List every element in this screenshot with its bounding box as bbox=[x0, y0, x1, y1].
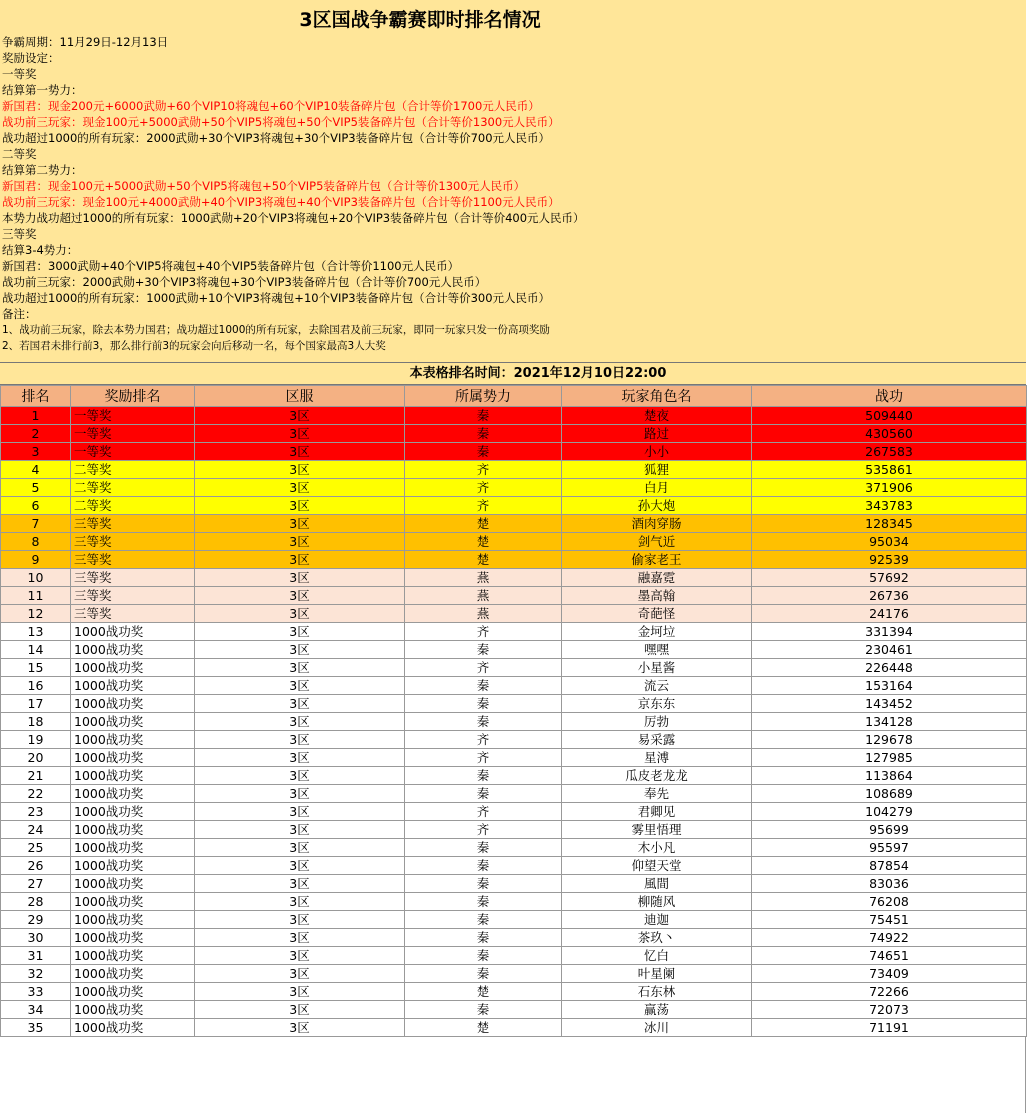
cell-server[interactable]: 3区 bbox=[195, 857, 405, 875]
cell-player-name[interactable]: 茶玖丶 bbox=[562, 929, 752, 947]
cell-merit[interactable]: 430560 bbox=[752, 425, 1027, 443]
table-row bbox=[1, 731, 1027, 749]
cell-server[interactable]: 3区 bbox=[195, 947, 405, 965]
cell-rank[interactable]: 13 bbox=[1, 623, 71, 641]
cell-server[interactable]: 3区 bbox=[195, 1001, 405, 1019]
notice-line: 二等奖 bbox=[2, 147, 37, 161]
cell-faction[interactable]: 燕 bbox=[405, 605, 562, 623]
cell-merit[interactable]: 24176 bbox=[752, 605, 1027, 623]
cell-award[interactable]: 三等奖 bbox=[71, 605, 195, 623]
cell-rank[interactable]: 32 bbox=[1, 965, 71, 983]
table-row bbox=[1, 767, 1027, 785]
table-row bbox=[1, 965, 1027, 983]
cell-rank[interactable]: 17 bbox=[1, 695, 71, 713]
cell-faction[interactable]: 齐 bbox=[405, 821, 562, 839]
cell-award[interactable]: 1000战功奖 bbox=[71, 767, 195, 785]
cell-player-name[interactable]: 星溥 bbox=[562, 749, 752, 767]
cell-faction[interactable]: 燕 bbox=[405, 587, 562, 605]
cell-award[interactable]: 二等奖 bbox=[71, 479, 195, 497]
table-row bbox=[1, 785, 1027, 803]
cell-server[interactable]: 3区 bbox=[195, 875, 405, 893]
notice-line: 结算第二势力： bbox=[2, 163, 83, 177]
cell-award[interactable]: 1000战功奖 bbox=[71, 785, 195, 803]
cell-rank[interactable]: 1 bbox=[1, 407, 71, 425]
cell-server[interactable]: 3区 bbox=[195, 569, 405, 587]
cell-award[interactable]: 1000战功奖 bbox=[71, 857, 195, 875]
cell-award[interactable]: 1000战功奖 bbox=[71, 1019, 195, 1037]
cell-faction[interactable]: 秦 bbox=[405, 767, 562, 785]
cell-server[interactable]: 3区 bbox=[195, 965, 405, 983]
cell-player-name[interactable]: 叶星阑 bbox=[562, 965, 752, 983]
cell-rank[interactable]: 27 bbox=[1, 875, 71, 893]
notice-line: 2、若国君未排行前3，那么排行前3的玩家会向后移动一名，每个国家最高3人大奖 bbox=[2, 340, 386, 352]
cell-player-name[interactable]: 偷家老王 bbox=[562, 551, 752, 569]
cell-player-name[interactable]: 白月 bbox=[562, 479, 752, 497]
table-row bbox=[1, 893, 1027, 911]
column-header-faction[interactable]: 所属势力 bbox=[405, 386, 562, 407]
notice-line: 新国君：现金100元+5000武勋+50个VIP5将魂包+50个VIP5装备碎片包（合计等价1300元人民币） bbox=[2, 179, 526, 193]
cell-award[interactable]: 1000战功奖 bbox=[71, 677, 195, 695]
table-row bbox=[1, 947, 1027, 965]
table-row bbox=[1, 803, 1027, 821]
table-row bbox=[1, 695, 1027, 713]
notice-line: 战功前三玩家：现金100元+4000武勋+40个VIP3将魂包+40个VIP3装备碎片包（合计等价1100元人民币） bbox=[2, 195, 560, 209]
cell-rank[interactable]: 12 bbox=[1, 605, 71, 623]
cell-merit[interactable]: 104279 bbox=[752, 803, 1027, 821]
cell-player-name[interactable]: 嘿嘿 bbox=[562, 641, 752, 659]
cell-rank[interactable]: 35 bbox=[1, 1019, 71, 1037]
page-title: 3区国战争霸赛即时排名情况 bbox=[299, 9, 541, 31]
column-header-server[interactable]: 区服 bbox=[195, 386, 405, 407]
cell-player-name[interactable]: 雾里悟理 bbox=[562, 821, 752, 839]
cell-award[interactable]: 一等奖 bbox=[71, 425, 195, 443]
cell-award[interactable]: 一等奖 bbox=[71, 407, 195, 425]
cell-player-name[interactable]: 木小凡 bbox=[562, 839, 752, 857]
cell-rank[interactable]: 24 bbox=[1, 821, 71, 839]
cell-rank[interactable]: 6 bbox=[1, 497, 71, 515]
cell-rank[interactable]: 4 bbox=[1, 461, 71, 479]
cell-faction[interactable]: 秦 bbox=[405, 713, 562, 731]
cell-award[interactable]: 二等奖 bbox=[71, 497, 195, 515]
cell-server[interactable]: 3区 bbox=[195, 479, 405, 497]
table-header-row bbox=[1, 386, 1027, 407]
notice-block bbox=[0, 0, 1026, 363]
table-row bbox=[1, 857, 1027, 875]
cell-faction[interactable]: 燕 bbox=[405, 569, 562, 587]
cell-award[interactable]: 1000战功奖 bbox=[71, 929, 195, 947]
cell-faction[interactable]: 齐 bbox=[405, 461, 562, 479]
cell-merit[interactable]: 76208 bbox=[752, 893, 1027, 911]
cell-player-name[interactable]: 厉勃 bbox=[562, 713, 752, 731]
cell-server[interactable]: 3区 bbox=[195, 497, 405, 515]
notice-line: 战功前三玩家：2000武勋+30个VIP3将魂包+30个VIP3装备碎片包（合计等价700元人民币） bbox=[2, 275, 487, 289]
cell-player-name[interactable]: 迪迦 bbox=[562, 911, 752, 929]
cell-rank[interactable]: 21 bbox=[1, 767, 71, 785]
cell-rank[interactable]: 22 bbox=[1, 785, 71, 803]
cell-award[interactable]: 1000战功奖 bbox=[71, 983, 195, 1001]
cell-faction[interactable]: 楚 bbox=[405, 983, 562, 1001]
table-row bbox=[1, 713, 1027, 731]
cell-server[interactable]: 3区 bbox=[195, 749, 405, 767]
notice-line: 战功超过1000的所有玩家：1000武勋+10个VIP3将魂包+10个VIP3装备碎片包（合计等价300元人民币） bbox=[2, 291, 551, 305]
notice-line: 本势力战功超过1000的所有玩家：1000武勋+20个VIP3将魂包+20个VIP3装备碎片包（合计等价400元人民币） bbox=[2, 211, 585, 225]
cell-faction[interactable]: 秦 bbox=[405, 893, 562, 911]
table-row bbox=[1, 929, 1027, 947]
cell-server[interactable]: 3区 bbox=[195, 695, 405, 713]
cell-server[interactable]: 3区 bbox=[195, 785, 405, 803]
cell-merit[interactable]: 113864 bbox=[752, 767, 1027, 785]
cell-merit[interactable]: 230461 bbox=[752, 641, 1027, 659]
table-row bbox=[1, 1019, 1027, 1037]
cell-merit[interactable]: 72073 bbox=[752, 1001, 1027, 1019]
cell-player-name[interactable]: 風間 bbox=[562, 875, 752, 893]
cell-award[interactable]: 三等奖 bbox=[71, 551, 195, 569]
cell-rank[interactable]: 25 bbox=[1, 839, 71, 857]
table-row bbox=[1, 461, 1027, 479]
cell-player-name[interactable]: 奉先 bbox=[562, 785, 752, 803]
cell-player-name[interactable]: 赢荡 bbox=[562, 1001, 752, 1019]
table-row bbox=[1, 515, 1027, 533]
cell-server[interactable]: 3区 bbox=[195, 425, 405, 443]
cell-merit[interactable]: 371906 bbox=[752, 479, 1027, 497]
cell-player-name[interactable]: 仰望天堂 bbox=[562, 857, 752, 875]
cell-rank[interactable]: 29 bbox=[1, 911, 71, 929]
notice-line: 争霸周期：11月29日-12月13日 bbox=[2, 35, 169, 49]
cell-faction[interactable]: 秦 bbox=[405, 875, 562, 893]
cell-award[interactable]: 1000战功奖 bbox=[71, 839, 195, 857]
cell-faction[interactable]: 秦 bbox=[405, 677, 562, 695]
cell-merit[interactable]: 75451 bbox=[752, 911, 1027, 929]
cell-server[interactable]: 3区 bbox=[195, 929, 405, 947]
cell-server[interactable]: 3区 bbox=[195, 461, 405, 479]
cell-faction[interactable]: 秦 bbox=[405, 641, 562, 659]
cell-merit[interactable]: 74922 bbox=[752, 929, 1027, 947]
cell-server[interactable]: 3区 bbox=[195, 641, 405, 659]
cell-award[interactable]: 一等奖 bbox=[71, 443, 195, 461]
cell-server[interactable]: 3区 bbox=[195, 893, 405, 911]
cell-faction[interactable]: 齐 bbox=[405, 731, 562, 749]
cell-merit[interactable]: 127985 bbox=[752, 749, 1027, 767]
column-header-merit[interactable]: 战功 bbox=[752, 386, 1027, 407]
table-body bbox=[1, 407, 1027, 1037]
table-row bbox=[1, 677, 1027, 695]
cell-merit[interactable]: 143452 bbox=[752, 695, 1027, 713]
cell-player-name[interactable]: 瓜皮老龙龙 bbox=[562, 767, 752, 785]
cell-server[interactable]: 3区 bbox=[195, 983, 405, 1001]
cell-server[interactable]: 3区 bbox=[195, 443, 405, 461]
cell-player-name[interactable]: 小星酱 bbox=[562, 659, 752, 677]
cell-award[interactable]: 二等奖 bbox=[71, 461, 195, 479]
cell-server[interactable]: 3区 bbox=[195, 911, 405, 929]
cell-faction[interactable]: 楚 bbox=[405, 533, 562, 551]
cell-server[interactable]: 3区 bbox=[195, 533, 405, 551]
cell-award[interactable]: 1000战功奖 bbox=[71, 803, 195, 821]
cell-award[interactable]: 1000战功奖 bbox=[71, 641, 195, 659]
cell-award[interactable]: 1000战功奖 bbox=[71, 749, 195, 767]
cell-award[interactable]: 1000战功奖 bbox=[71, 893, 195, 911]
cell-server[interactable]: 3区 bbox=[195, 731, 405, 749]
cell-faction[interactable]: 秦 bbox=[405, 929, 562, 947]
table-row bbox=[1, 641, 1027, 659]
cell-faction[interactable]: 楚 bbox=[405, 1019, 562, 1037]
cell-faction[interactable]: 秦 bbox=[405, 695, 562, 713]
table-row bbox=[1, 983, 1027, 1001]
table-row bbox=[1, 407, 1027, 425]
cell-player-name[interactable]: 酒肉穿肠 bbox=[562, 515, 752, 533]
cell-faction[interactable]: 齐 bbox=[405, 497, 562, 515]
notice-line: 一等奖 bbox=[2, 67, 37, 81]
table-row bbox=[1, 479, 1027, 497]
cell-rank[interactable]: 7 bbox=[1, 515, 71, 533]
cell-player-name[interactable]: 忆白 bbox=[562, 947, 752, 965]
cell-award[interactable]: 三等奖 bbox=[71, 533, 195, 551]
cell-rank[interactable]: 11 bbox=[1, 587, 71, 605]
cell-rank[interactable]: 30 bbox=[1, 929, 71, 947]
cell-award[interactable]: 1000战功奖 bbox=[71, 911, 195, 929]
cell-faction[interactable]: 齐 bbox=[405, 623, 562, 641]
cell-server[interactable]: 3区 bbox=[195, 407, 405, 425]
cell-rank[interactable]: 34 bbox=[1, 1001, 71, 1019]
notice-line: 结算3-4势力： bbox=[2, 243, 79, 257]
cell-player-name[interactable]: 奇葩怪 bbox=[562, 605, 752, 623]
cell-rank[interactable]: 19 bbox=[1, 731, 71, 749]
table-row bbox=[1, 587, 1027, 605]
cell-award[interactable]: 1000战功奖 bbox=[71, 659, 195, 677]
table-row bbox=[1, 425, 1027, 443]
cell-player-name[interactable]: 京东东 bbox=[562, 695, 752, 713]
cell-merit[interactable]: 83036 bbox=[752, 875, 1027, 893]
cell-rank[interactable]: 31 bbox=[1, 947, 71, 965]
cell-rank[interactable]: 15 bbox=[1, 659, 71, 677]
cell-player-name[interactable]: 墨高翰 bbox=[562, 587, 752, 605]
notice-line: 结算第一势力： bbox=[2, 83, 83, 97]
cell-player-name[interactable]: 柳随风 bbox=[562, 893, 752, 911]
cell-player-name[interactable]: 流云 bbox=[562, 677, 752, 695]
cell-merit[interactable]: 74651 bbox=[752, 947, 1027, 965]
cell-merit[interactable]: 129678 bbox=[752, 731, 1027, 749]
cell-faction[interactable]: 齐 bbox=[405, 479, 562, 497]
cell-faction[interactable]: 秦 bbox=[405, 839, 562, 857]
table-row bbox=[1, 443, 1027, 461]
cell-award[interactable]: 1000战功奖 bbox=[71, 731, 195, 749]
column-header-rank[interactable]: 排名 bbox=[1, 386, 71, 407]
cell-player-name[interactable]: 小小 bbox=[562, 443, 752, 461]
cell-server[interactable]: 3区 bbox=[195, 605, 405, 623]
cell-server[interactable]: 3区 bbox=[195, 821, 405, 839]
cell-server[interactable]: 3区 bbox=[195, 515, 405, 533]
column-header-player-name[interactable]: 玩家角色名 bbox=[562, 386, 752, 407]
cell-award[interactable]: 1000战功奖 bbox=[71, 713, 195, 731]
notice-line: 奖励设定： bbox=[2, 51, 60, 65]
notice-line: 战功前三玩家：现金100元+5000武勋+50个VIP5将魂包+50个VIP5装备碎片包（合计等价1300元人民币） bbox=[2, 115, 560, 129]
cell-merit[interactable]: 153164 bbox=[752, 677, 1027, 695]
cell-player-name[interactable]: 融嘉霓 bbox=[562, 569, 752, 587]
column-header-award[interactable]: 奖励排名 bbox=[71, 386, 195, 407]
cell-merit[interactable]: 26736 bbox=[752, 587, 1027, 605]
cell-faction[interactable]: 秦 bbox=[405, 911, 562, 929]
cell-faction[interactable]: 秦 bbox=[405, 965, 562, 983]
cell-rank[interactable]: 23 bbox=[1, 803, 71, 821]
notice-lines bbox=[2, 34, 1022, 354]
table-row bbox=[1, 875, 1027, 893]
cell-merit[interactable]: 128345 bbox=[752, 515, 1027, 533]
cell-server[interactable]: 3区 bbox=[195, 587, 405, 605]
table-row bbox=[1, 821, 1027, 839]
table-row bbox=[1, 659, 1027, 677]
table-row bbox=[1, 551, 1027, 569]
notice-line: 新国君：3000武勋+40个VIP5将魂包+40个VIP5装备碎片包（合计等价1100元人民币） bbox=[2, 259, 460, 273]
notice-line: 战功超过1000的所有玩家：2000武勋+30个VIP3将魂包+30个VIP3装备碎片包（合计等价700元人民币） bbox=[2, 131, 551, 145]
cell-merit[interactable]: 267583 bbox=[752, 443, 1027, 461]
cell-faction[interactable]: 秦 bbox=[405, 785, 562, 803]
table-row bbox=[1, 497, 1027, 515]
table-row bbox=[1, 605, 1027, 623]
cell-rank[interactable]: 8 bbox=[1, 533, 71, 551]
cell-server[interactable]: 3区 bbox=[195, 839, 405, 857]
cell-rank[interactable]: 26 bbox=[1, 857, 71, 875]
cell-merit[interactable]: 226448 bbox=[752, 659, 1027, 677]
cell-rank[interactable]: 20 bbox=[1, 749, 71, 767]
cell-merit[interactable]: 108689 bbox=[752, 785, 1027, 803]
cell-faction[interactable]: 楚 bbox=[405, 515, 562, 533]
notice-line: 三等奖 bbox=[2, 227, 37, 241]
cell-merit[interactable]: 535861 bbox=[752, 461, 1027, 479]
cell-server[interactable]: 3区 bbox=[195, 713, 405, 731]
cell-merit[interactable]: 95034 bbox=[752, 533, 1027, 551]
cell-faction[interactable]: 齐 bbox=[405, 659, 562, 677]
cell-award[interactable]: 1000战功奖 bbox=[71, 695, 195, 713]
cell-faction[interactable]: 秦 bbox=[405, 857, 562, 875]
cell-merit[interactable]: 57692 bbox=[752, 569, 1027, 587]
cell-merit[interactable]: 331394 bbox=[752, 623, 1027, 641]
table-row bbox=[1, 1001, 1027, 1019]
cell-player-name[interactable]: 金坷垃 bbox=[562, 623, 752, 641]
table-row bbox=[1, 749, 1027, 767]
cell-player-name[interactable]: 君卿见 bbox=[562, 803, 752, 821]
cell-award[interactable]: 1000战功奖 bbox=[71, 821, 195, 839]
cell-rank[interactable]: 2 bbox=[1, 425, 71, 443]
cell-rank[interactable]: 10 bbox=[1, 569, 71, 587]
cell-player-name[interactable]: 路过 bbox=[562, 425, 752, 443]
cell-player-name[interactable]: 孙大炮 bbox=[562, 497, 752, 515]
cell-award[interactable]: 1000战功奖 bbox=[71, 965, 195, 983]
cell-rank[interactable]: 5 bbox=[1, 479, 71, 497]
cell-merit[interactable]: 343783 bbox=[752, 497, 1027, 515]
cell-merit[interactable]: 87854 bbox=[752, 857, 1027, 875]
cell-award[interactable]: 1000战功奖 bbox=[71, 623, 195, 641]
cell-player-name[interactable]: 易采露 bbox=[562, 731, 752, 749]
cell-server[interactable]: 3区 bbox=[195, 803, 405, 821]
cell-faction[interactable]: 秦 bbox=[405, 425, 562, 443]
cell-award[interactable]: 三等奖 bbox=[71, 515, 195, 533]
cell-server[interactable]: 3区 bbox=[195, 623, 405, 641]
cell-merit[interactable]: 92539 bbox=[752, 551, 1027, 569]
cell-award[interactable]: 三等奖 bbox=[71, 569, 195, 587]
cell-rank[interactable]: 14 bbox=[1, 641, 71, 659]
notice-line: 1、战功前三玩家，除去本势力国君；战功超过1000的所有玩家，去除国君及前三玩家，即同一玩家只发一份高项奖励 bbox=[2, 324, 550, 336]
cell-award[interactable]: 1000战功奖 bbox=[71, 1001, 195, 1019]
cell-player-name[interactable]: 剑气近 bbox=[562, 533, 752, 551]
ranking-table bbox=[0, 385, 1027, 1037]
cell-faction[interactable]: 秦 bbox=[405, 1001, 562, 1019]
cell-player-name[interactable]: 楚夜 bbox=[562, 407, 752, 425]
cell-faction[interactable]: 楚 bbox=[405, 551, 562, 569]
cell-merit[interactable]: 72266 bbox=[752, 983, 1027, 1001]
cell-faction[interactable]: 齐 bbox=[405, 749, 562, 767]
table-row bbox=[1, 623, 1027, 641]
cell-server[interactable]: 3区 bbox=[195, 1019, 405, 1037]
cell-server[interactable]: 3区 bbox=[195, 551, 405, 569]
cell-rank[interactable]: 28 bbox=[1, 893, 71, 911]
cell-award[interactable]: 1000战功奖 bbox=[71, 875, 195, 893]
cell-merit[interactable]: 95597 bbox=[752, 839, 1027, 857]
cell-faction[interactable]: 齐 bbox=[405, 803, 562, 821]
cell-player-name[interactable]: 石东林 bbox=[562, 983, 752, 1001]
cell-faction[interactable]: 秦 bbox=[405, 407, 562, 425]
cell-award[interactable]: 三等奖 bbox=[71, 587, 195, 605]
update-time-bar bbox=[0, 363, 1026, 385]
cell-rank[interactable]: 33 bbox=[1, 983, 71, 1001]
table-row bbox=[1, 839, 1027, 857]
table-row bbox=[1, 533, 1027, 551]
table-row bbox=[1, 911, 1027, 929]
cell-faction[interactable]: 秦 bbox=[405, 947, 562, 965]
update-time: 本表格排名时间：2021年12月10日22:00 bbox=[409, 366, 667, 381]
table-row bbox=[1, 569, 1027, 587]
notice-line: 备注： bbox=[2, 307, 37, 321]
cell-server[interactable]: 3区 bbox=[195, 767, 405, 785]
cell-rank[interactable]: 16 bbox=[1, 677, 71, 695]
cell-merit[interactable]: 71191 bbox=[752, 1019, 1027, 1037]
cell-server[interactable]: 3区 bbox=[195, 659, 405, 677]
cell-merit[interactable]: 134128 bbox=[752, 713, 1027, 731]
notice-line: 新国君：现金200元+6000武勋+60个VIP10将魂包+60个VIP10装备碎片包（合计等价1700元人民币） bbox=[2, 99, 540, 113]
cell-merit[interactable]: 95699 bbox=[752, 821, 1027, 839]
cell-merit[interactable]: 509440 bbox=[752, 407, 1027, 425]
cell-player-name[interactable]: 狐狸 bbox=[562, 461, 752, 479]
cell-merit[interactable]: 73409 bbox=[752, 965, 1027, 983]
cell-rank[interactable]: 18 bbox=[1, 713, 71, 731]
cell-award[interactable]: 1000战功奖 bbox=[71, 947, 195, 965]
cell-player-name[interactable]: 冰川 bbox=[562, 1019, 752, 1037]
cell-server[interactable]: 3区 bbox=[195, 677, 405, 695]
cell-faction[interactable]: 秦 bbox=[405, 443, 562, 461]
cell-rank[interactable]: 3 bbox=[1, 443, 71, 461]
cell-rank[interactable]: 9 bbox=[1, 551, 71, 569]
